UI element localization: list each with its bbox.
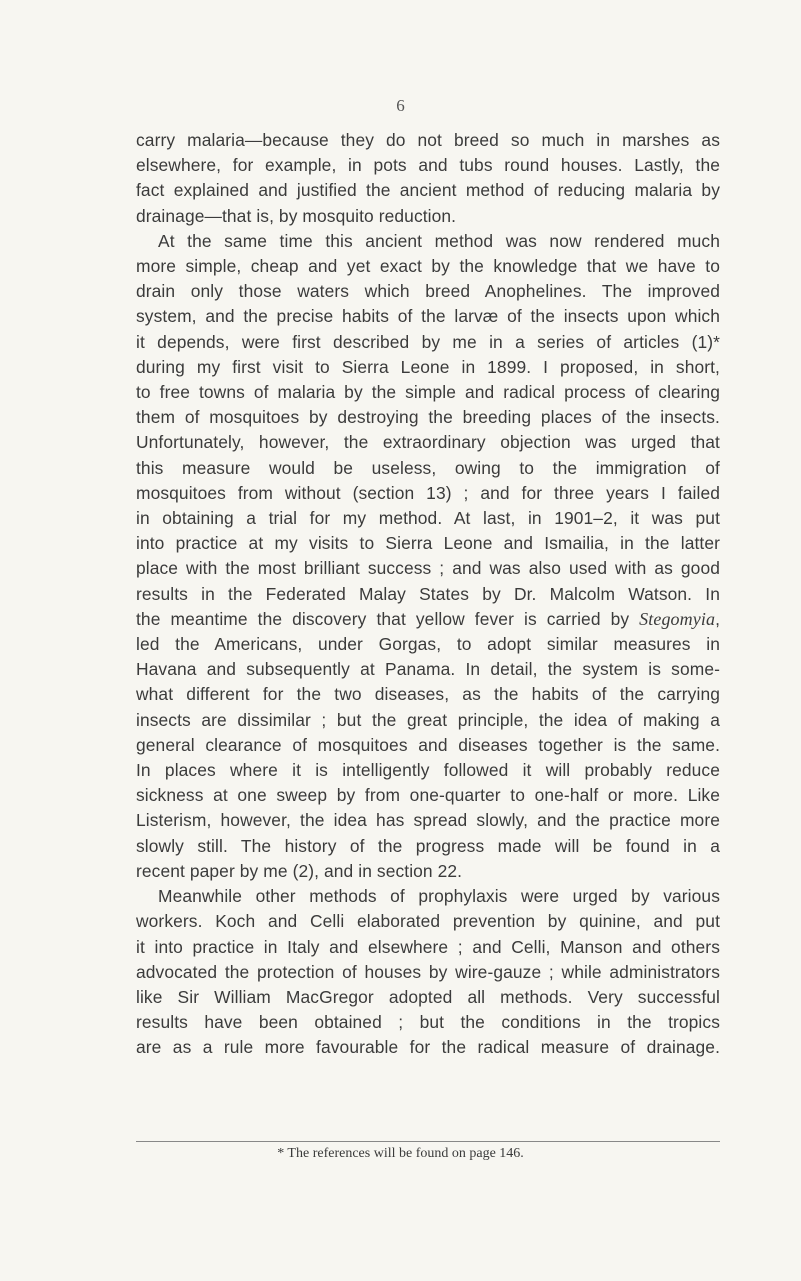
body-text: [136, 128, 720, 1061]
footnote-divider: [136, 1141, 720, 1142]
text-line: in obtaining a trial for my method. At last, in 1901–2, it was put: [136, 508, 720, 529]
text-line: advocated the protection of houses by wire-gauze ; while administrators: [136, 961, 720, 982]
text-line: carry malaria—because they do not breed so much in marshes as: [136, 130, 720, 150]
text-line: it depends, were first described by me in a series of articles (1)*: [136, 331, 720, 352]
text-line: At the same time this ancient method was now rendered much: [158, 230, 720, 251]
text-line: workers. Koch and Celli elaborated prevention by quinine, and put: [136, 911, 720, 932]
text-line: In places where it is intelligently followed it will probably reduce: [136, 760, 720, 781]
text-line: general clearance of mosquitoes and diseases together is the same.: [136, 734, 720, 755]
text-line: this measure would be useless, owing to the immigration of: [136, 457, 720, 478]
text-line: them of mosquitoes by destroying the breeding places of the insects.: [136, 407, 720, 428]
text-line: sickness at one sweep by from one-quarter to one-half or more. Like: [136, 785, 720, 806]
page-number: 6: [396, 96, 405, 115]
text-line: recent paper by me (2), and in section 22.: [136, 860, 463, 881]
text-line: drainage—that is, by mosquito reduction.: [136, 205, 457, 226]
species-name: Stegomyia: [639, 608, 716, 629]
text-line: results in the Federated Malay States by Dr. Malcolm Watson. In: [136, 583, 720, 604]
text-line: Listerism, however, the idea has spread slowly, and the practice more: [136, 810, 720, 831]
text-line: Unfortunately, however, the extraordinary objection was urged that: [136, 432, 720, 453]
text-line: it into practice in Italy and elsewhere ; and Celli, Manson and others: [136, 936, 720, 957]
text-line: insects are dissimilar ; but the great principle, the idea of making a: [136, 709, 720, 730]
text-line: place with the most brilliant success ; and was also used with as good: [136, 558, 720, 579]
text-line: like Sir William MacGregor adopted all methods. Very successful: [136, 986, 720, 1007]
text-line: into practice at my visits to Sierra Leone and Ismailia, in the latter: [136, 533, 720, 554]
text-segment: ,: [715, 608, 720, 629]
text-line: Meanwhile other methods of prophylaxis were urged by various: [158, 886, 720, 907]
text-line: are as a rule more favourable for the radical measure of drainage.: [136, 1037, 720, 1058]
text-line: during my first visit to Sierra Leone in 1899. I proposed, in short,: [136, 356, 720, 377]
text-line: slowly still. The history of the progress made will be found in a: [136, 835, 720, 856]
footnote: * The references will be found on page 146.: [277, 1146, 524, 1161]
text-segment: the meantime the discovery that yellow fever is carried by: [136, 608, 640, 629]
text-line: elsewhere, for example, in pots and tubs round houses. Lastly, the: [136, 155, 720, 176]
text-line: results have been obtained ; but the conditions in the tropics: [136, 1012, 720, 1033]
text-line: to free towns of malaria by the simple and radical process of clearing: [136, 382, 720, 403]
text-line: fact explained and justified the ancient method of reducing malaria by: [136, 180, 720, 201]
text-line: [136, 607, 720, 632]
text-line: system, and the precise habits of the larvæ of the insects upon which: [136, 306, 720, 327]
text-line: more simple, cheap and yet exact by the knowledge that we have to: [136, 256, 720, 277]
text-line: mosquitoes from without (section 13) ; and for three years I failed: [136, 482, 720, 503]
text-line: what different for the two diseases, as the habits of the carrying: [136, 684, 720, 705]
text-line: led the Americans, under Gorgas, to adopt similar measures in: [136, 634, 720, 655]
text-line: drain only those waters which breed Anophelines. The improved: [136, 281, 720, 302]
text-line: Havana and subsequently at Panama. In detail, the system is some-: [136, 659, 720, 680]
